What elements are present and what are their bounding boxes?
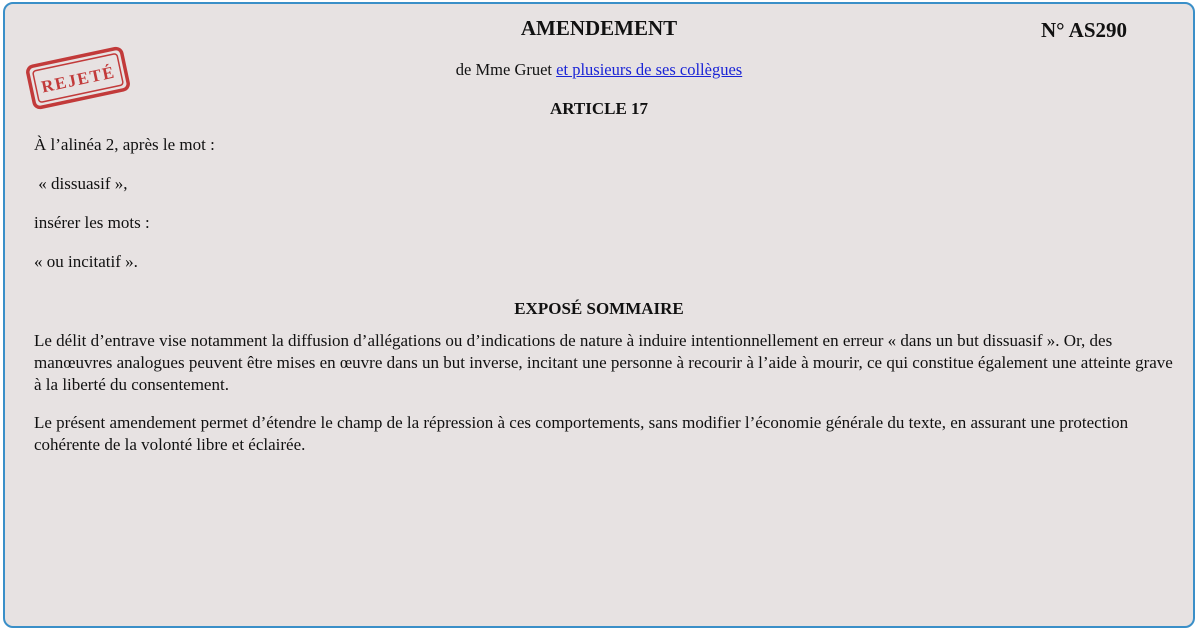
svg-text:REJETÉ: REJETÉ: [39, 62, 118, 97]
expose-paragraph-1: Le délit d’entrave vise notamment la diffusion d’allégations ou d’indications de nature à induire intentionnellement en erreur « dans un but dissuasif ». Or, des manœuvres analogues peuvent être mises en œuvre dans un but inverse, incitant une personne à recourir à l’aide à mourir, ce qui constitue également une atteinte grave à la liberté du consentement.: [34, 331, 1173, 394]
dispositif-line-2: « dissuasif »,: [34, 174, 128, 193]
co-authors-link[interactable]: et plusieurs de ses collègues: [556, 60, 743, 79]
amendment-card: [3, 2, 1195, 628]
amendment-number: N° AS290: [1041, 18, 1127, 42]
document-title: AMENDEMENT: [520, 16, 678, 40]
dispositif-line-4: « ou incitatif ».: [34, 252, 138, 271]
authors-line: [5, 60, 1193, 80]
authors-prefix: de Mme Gruet: [455, 60, 557, 79]
expose-title: EXPOSÉ SOMMAIRE: [514, 299, 684, 318]
dispositif-line-1: À l’alinéa 2, après le mot :: [34, 135, 215, 154]
article-heading: ARTICLE 17: [549, 99, 649, 118]
expose-paragraph-2: Le présent amendement permet d’étendre le champ de la répression à ces comportements, sans modifier l’économie générale du texte, en assurant une protection cohérente de la volonté libre et éclairée.: [34, 413, 1129, 454]
dispositif-line-3: insérer les mots :: [34, 213, 150, 232]
